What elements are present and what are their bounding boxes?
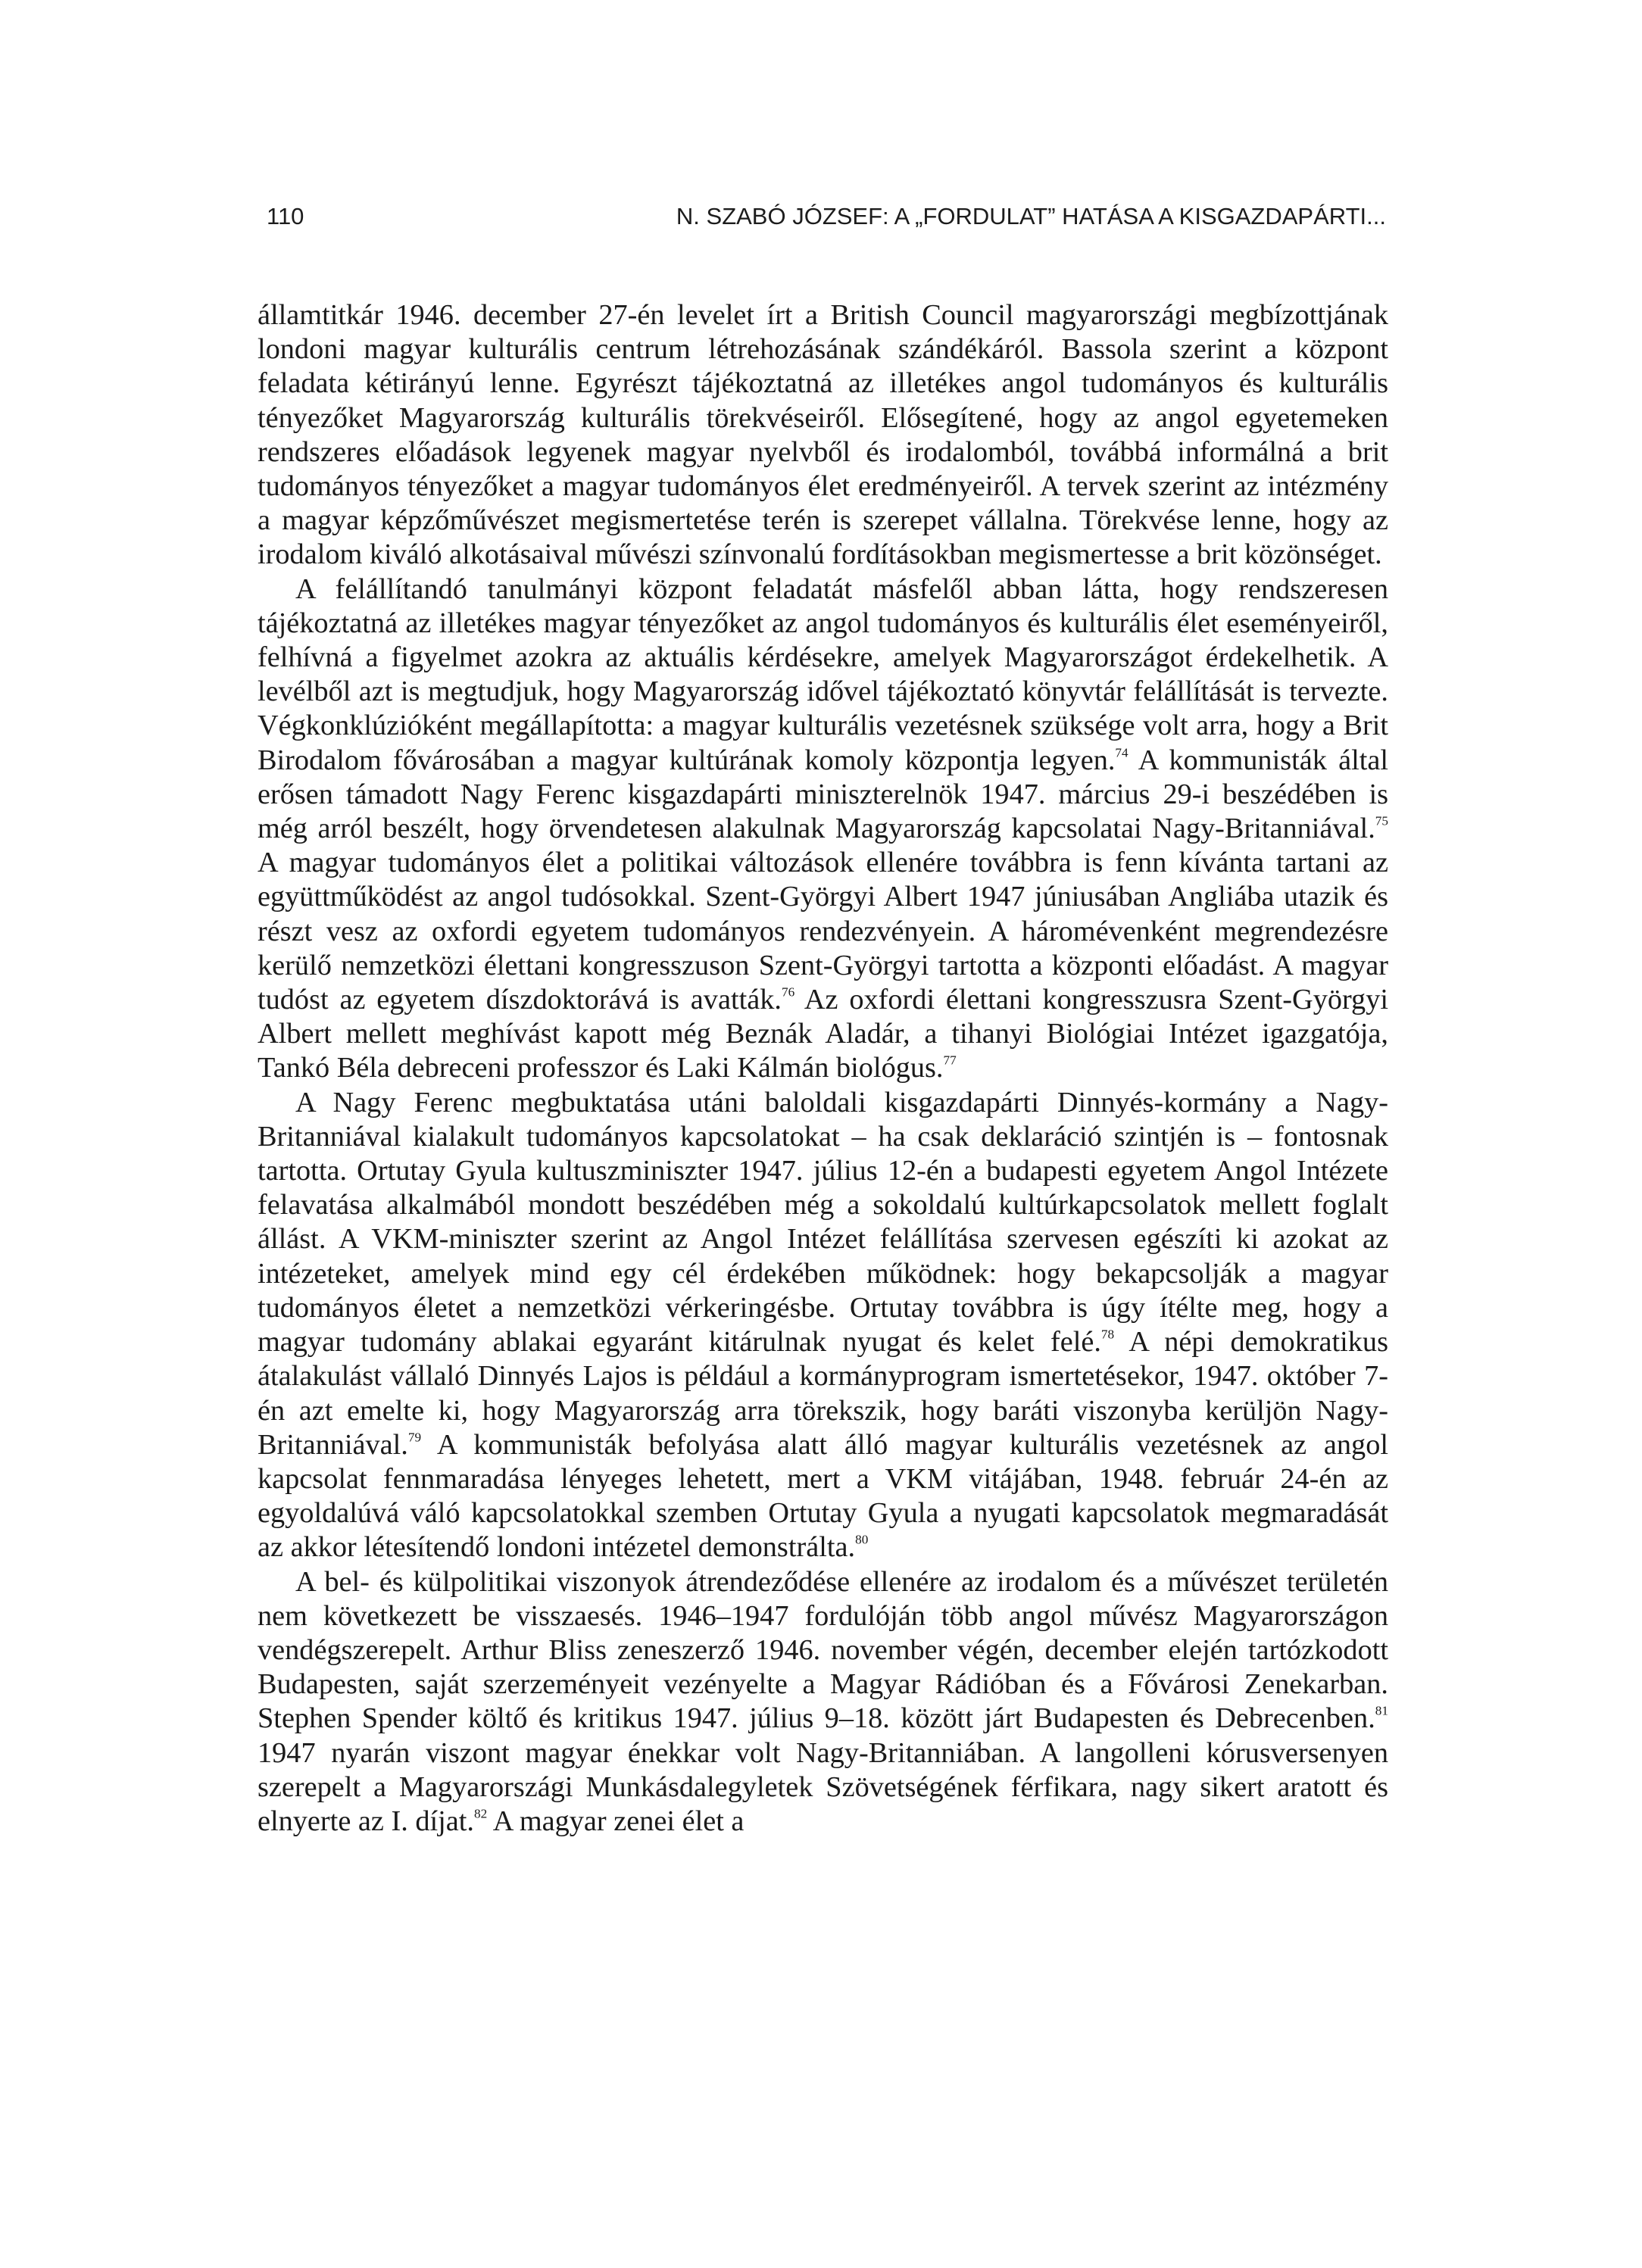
text-run: A magyar zenei élet a <box>487 1805 745 1837</box>
paragraph-2 <box>258 572 1388 1086</box>
footnote-ref-78: 78 <box>1100 1327 1115 1342</box>
footnote-ref-81: 81 <box>1375 1703 1388 1718</box>
text-run: 1947 nyarán viszont magyar énekkar volt Nagy-Britanniában. A langolleni kórusversenyen szerepelt a Magyarországi Munkásdalegyletek Szövetségének férfikara, nagy sikert aratott és elnyerte az I. díjat. <box>258 1736 1388 1837</box>
footnote-ref-75: 75 <box>1375 813 1388 828</box>
text-run: A bel- és külpolitikai viszonyok átrendeződése ellenére az irodalom és a művészet területén nem következett be visszaesés. 1946–1947 fordulóján több angol művész Magyarországon vendégszerepelt. Arthur Bliss zeneszerző 1946. november végén, december elején tartózkodott Budapesten, saját szerzeményeit vezényelte a Magyar Rádióban és a Fővárosi Zenekarban. Stephen Spender költő és kritikus 1947. július 9–18. között járt Budapesten és Debrecenben. <box>258 1565 1388 1735</box>
footnote-ref-82: 82 <box>474 1806 488 1821</box>
running-header <box>267 203 1386 236</box>
footnote-ref-77: 77 <box>943 1053 957 1068</box>
text-run: A Nagy Ferenc megbuktatása utáni baloldali kisgazdapárti Dinnyés-kormány a Nagy-Britanniával kialakult tudományos kapcsolatokat – ha csak deklaráció szintjén is – fontosnak tartotta. Ortutay Gyula kultuszminiszter 1947. július 12-én a budapesti egyetem Angol Intézete felavatása alkalmából mondott beszédében még a sokoldalú kultúrkapcsolatok mellett foglalt állást. A VKM-miniszter szerint az Angol Intézet felállítása szervesen egészíti ki azokat az intézeteket, amelyek mind egy cél érdekében működnek: hogy bekapcsolják a magyar tudományos életet a nemzetközi vérkeringésbe. Ortutay továbbra is úgy ítélte meg, hogy a magyar tudomány ablakai egyaránt kitárulnak nyugat és kelet felé. <box>258 1086 1388 1359</box>
paragraph-3 <box>258 1086 1388 1565</box>
paragraph-4 <box>258 1565 1388 1839</box>
body-text <box>258 298 1388 1839</box>
footnote-ref-80: 80 <box>855 1532 869 1547</box>
paragraph-1 <box>258 298 1388 572</box>
text-run: A magyar tudományos élet a politikai változások ellenére továbbra is fenn kívánta tartani az együttműködést az angol tudósokkal. Szent-Györgyi Albert 1947 júniusában Angliába utazik és részt vesz az oxfordi egyetem tudományos rendezvényein. A háromévenként megrendezésre kerülő nemzetközi élettani kongresszuson Szent-Györgyi tartotta a központi előadást. A magyar tudóst az egyetem díszdoktorává is avatták. <box>258 847 1388 1016</box>
running-title: N. SZABÓ JÓZSEF: A „FORDULAT” HATÁSA A KISGAZDAPÁRTI... <box>676 203 1386 229</box>
text-run: A kommunisták által erősen támadott Nagy Ferenc kisgazdapárti miniszterelnök 1947. március 29-i beszédében is még arról beszélt, hogy örvendetesen alakulnak Magyarország kapcsolatai Nagy-Britanniával. <box>258 744 1388 845</box>
footnote-ref-76: 76 <box>781 984 795 1000</box>
text-run: Az oxfordi élettani kongresszusra Szent-Györgyi Albert mellett meghívást kapott még Beznák Aladár, a tihanyi Biológiai Intézet igazgatója, Tankó Béla debreceni professzor és Laki Kálmán biológus. <box>258 984 1388 1084</box>
page-number: 110 <box>267 203 304 229</box>
footnote-ref-79: 79 <box>407 1430 422 1445</box>
footnote-ref-74: 74 <box>1115 745 1128 760</box>
text-run: A kommunisták befolyása alatt álló magyar kulturális vezetésnek az angol kapcsolat fennmaradása lényeges lehetett, mert a VKM vitájában, 1948. február 24-én az egyoldalúvá váló kapcsolatokkal szemben Ortutay Gyula a nyugati kapcsolatok megmaradását az akkor létesítendő londoni intézetel demonstrálta. <box>258 1428 1388 1564</box>
text-run: A felállítandó tanulmányi központ feladatát másfelől abban látta, hogy rendszeresen tájékoztatná az illetékes magyar tényezőket az angol tudományos és kulturális élet eseményeiről, felhívná a figyelmet azokra az aktuális kérdésekre, amelyek Magyarországot érdekelhetik. A levélből azt is megtudjuk, hogy Magyarország idővel tájékoztató könyvtár felállítását is tervezte. Végkonklúzióként megállapította: a magyar kulturális vezetésnek szüksége volt arra, hogy a Brit Birodalom fővárosában a magyar kultúrának komoly központja legyen. <box>258 572 1388 776</box>
text-run: A népi demokratikus átalakulást vállaló Dinnyés Lajos is például a kormányprogram ismertetésekor, 1947. október 7-én azt emelte ki, hogy Magyarország arra törekszik, hogy baráti viszonyba kerüljön Nagy-Britanniával. <box>258 1326 1388 1461</box>
text-run: államtitkár 1946. december 27-én levelet írt a British Council magyarországi megbízottjának londoni magyar kulturális centrum létrehozásának szándékáról. Bassola szerint a központ feladata kétirányú lenne. Egyrészt tájékoztatná az illetékes angol tudományos és kulturális tényezőket Magyarország kulturális törekvéseiről. Elősegítené, hogy az angol egyetemeken rendszeres előadások legyenek magyar nyelvből és irodalomból, továbbá informálná a brit tudományos tényezőket a magyar tudományos élet eredményeiről. A tervek szerint az intézmény a magyar képzőművészet megismertetése terén is szerepet vállalna. Törekvése lenne, hogy az irodalom kiváló alkotásaival művészi színvonalú fordításokban megismertesse a brit közönséget. <box>258 299 1388 571</box>
